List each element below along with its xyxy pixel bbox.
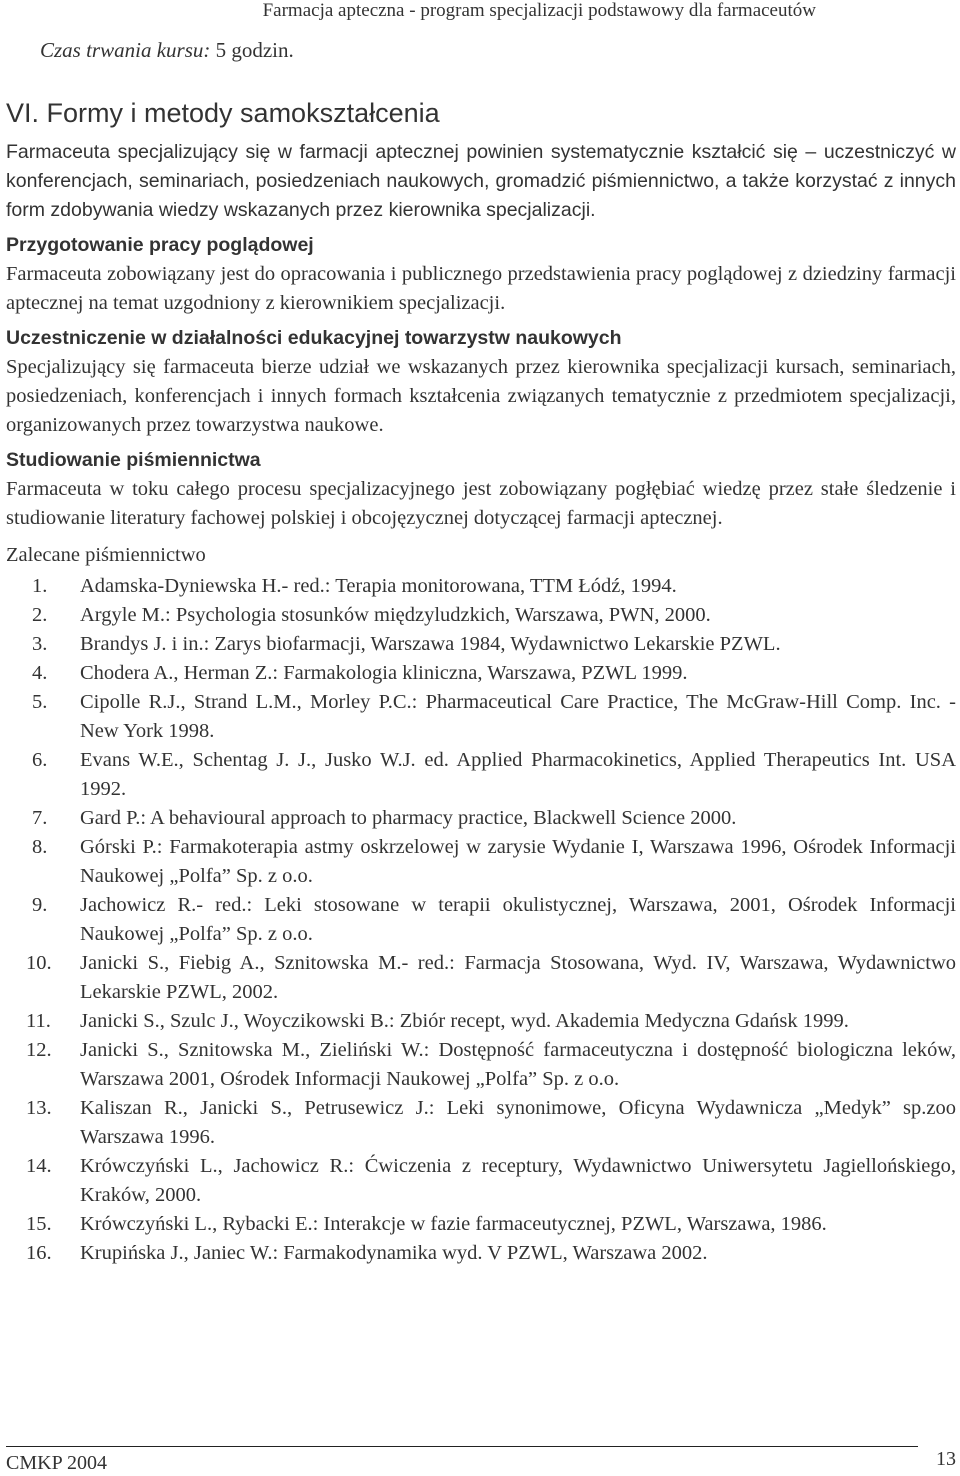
list-item: [6, 688, 956, 746]
list-item: [6, 1239, 956, 1268]
list-item: [6, 949, 956, 1007]
footer-label: CMKP 2004: [6, 1452, 107, 1474]
list-item-text: Krupińska J., Janiec W.: Farmakodynamika wyd. V PZWL, Warszawa 2002.: [80, 1242, 708, 1264]
subsection-literature-study: [6, 446, 956, 533]
subsection-text: Farmaceuta zobowiązany jest do opracowania i publicznego przedstawienia pracy poglądowej z dziedziny farmacji aptecznej na temat uzgodniony z kierownikiem specjalizacji.: [6, 263, 956, 314]
list-item-number: 11.: [26, 1010, 51, 1032]
footer-divider: [6, 1446, 918, 1447]
subsection-title: Studiowanie piśmiennictwa: [6, 449, 261, 471]
section-intro: Farmaceuta specjalizujący się w farmacji aptecznej powinien systematycznie kształcić się – uczestniczyć w konferencjach, seminariach, posiedzeniach naukowych, gromadzić piśmiennictwo, a także korzystać z innych form zdobywania wiedzy wskazanych przez kierownika specjalizacji.: [6, 141, 956, 221]
list-item-number: 9.: [32, 894, 48, 916]
list-item: [6, 659, 956, 688]
subsection-text: Specjalizujący się farmaceuta bierze udział we wskazanych przez kierownika specjalizacji kursach, seminariach, posiedzeniach, konferencjach i innych formach kształcenia związanych tematycznie z przedmiotem specjalizacji, organizowanych przez towarzystwa naukowe.: [6, 356, 956, 436]
list-item: [6, 572, 956, 601]
list-item-text: Gard P.: A behavioural approach to pharmacy practice, Blackwell Science 2000.: [80, 807, 737, 829]
duration-value: 5 godzin.: [210, 38, 294, 62]
list-item-number: 6.: [32, 749, 48, 771]
list-item-text: Argyle M.: Psychologia stosunków międzyludzkich, Warszawa, PWN, 2000.: [80, 604, 711, 626]
running-header: Farmacja apteczna - program specjalizacji podstawowy dla farmaceutów: [262, 0, 816, 21]
subsection-scientific-societies: [6, 324, 956, 440]
list-item-text: Chodera A., Herman Z.: Farmakologia kliniczna, Warszawa, PZWL 1999.: [80, 662, 688, 684]
list-item: [6, 891, 956, 949]
duration-label: Czas trwania kursu:: [40, 38, 211, 62]
page-number: 13: [936, 1448, 956, 1470]
list-item-number: 1.: [32, 575, 48, 597]
subsection-title: Uczestniczenie w działalności edukacyjnej towarzystw naukowych: [6, 327, 622, 349]
subsection-title: Przygotowanie pracy poglądowej: [6, 234, 314, 256]
course-duration: [40, 38, 294, 63]
list-item: [6, 1007, 956, 1036]
list-item-text: Janicki S., Fiebig A., Sznitowska M.- red.: Farmacja Stosowana, Wyd. IV, Warszawa, Wydawnictwo Lekarskie PZWL, 2002.: [80, 952, 956, 1003]
list-item-text: Evans W.E., Schentag J. J., Jusko W.J. ed. Applied Pharmacokinetics, Applied Therapeutics Int. USA 1992.: [80, 749, 956, 800]
list-item-text: Górski P.: Farmakoterapia astmy oskrzelowej w zarysie Wydanie I, Warszawa 1996, Ośrodek Informacji Naukowej „Polfa” Sp. z o.o.: [80, 836, 956, 887]
list-item-number: 14.: [26, 1155, 52, 1177]
list-item-number: 8.: [32, 836, 48, 858]
references-list: [6, 572, 956, 1268]
list-item: [6, 1094, 956, 1152]
references-heading: Zalecane piśmiennictwo: [6, 544, 206, 566]
list-item: [6, 746, 956, 804]
list-item: [6, 833, 956, 891]
list-item-number: 15.: [26, 1213, 52, 1235]
list-item-text: Kaliszan R., Janicki S., Petrusewicz J.: Leki synonimowe, Oficyna Wydawnicza „Medyk” sp.zoo Warszawa 1996.: [80, 1097, 956, 1148]
list-item-text: Janicki S., Szulc J., Woyczikowski B.: Zbiór recept, wyd. Akademia Medyczna Gdańsk 1999.: [80, 1010, 849, 1032]
list-item-number: 5.: [32, 691, 48, 713]
list-item-text: Jachowicz R.- red.: Leki stosowane w terapii okulistycznej, Warszawa, 2001, Ośrodek Informacji Naukowej „Polfa” Sp. z o.o.: [80, 894, 956, 945]
subsection-review-paper: [6, 231, 956, 318]
list-item-number: 12.: [26, 1039, 52, 1061]
list-item-text: Krówczyński L., Rybacki E.: Interakcje w fazie farmaceutycznej, PZWL, Warszawa, 1986.: [80, 1213, 827, 1235]
list-item-number: 7.: [32, 807, 48, 829]
list-item-number: 2.: [32, 604, 48, 626]
list-item-number: 10.: [26, 952, 52, 974]
list-item: [6, 1152, 956, 1210]
list-item-number: 4.: [32, 662, 48, 684]
main-content: [6, 96, 956, 1268]
list-item: [6, 1210, 956, 1239]
list-item-text: Janicki S., Sznitowska M., Zieliński W.: Dostępność farmaceutyczna i dostępność biologiczna leków, Warszawa 2001, Ośrodek Informacji Naukowej „Polfa” Sp. z o.o.: [80, 1039, 956, 1090]
list-item-text: Krówczyński L., Jachowicz R.: Ćwiczenia z receptury, Wydawnictwo Uniwersytetu Jagiellońskiego, Kraków, 2000.: [80, 1155, 956, 1206]
list-item-number: 16.: [26, 1242, 52, 1264]
subsection-text: Farmaceuta w toku całego procesu specjalizacyjnego jest zobowiązany pogłębiać wiedzę przez stałe śledzenie i studiowanie literatury fachowej polskiej i obcojęzycznej dotyczącej farmacji aptecznej.: [6, 478, 956, 529]
list-item: [6, 630, 956, 659]
list-item: [6, 601, 956, 630]
list-item-text: Adamska-Dyniewska H.- red.: Terapia monitorowana, TTM Łódź, 1994.: [80, 575, 677, 597]
list-item-number: 3.: [32, 633, 48, 655]
section-title: VI. Formy i metody samokształcenia: [6, 98, 440, 128]
list-item-number: 13.: [26, 1097, 52, 1119]
list-item-text: Brandys J. i in.: Zarys biofarmacji, Warszawa 1984, Wydawnictwo Lekarskie PZWL.: [80, 633, 781, 655]
list-item-text: Cipolle R.J., Strand L.M., Morley P.C.: Pharmaceutical Care Practice, The McGraw-Hill Comp. Inc. - New York 1998.: [80, 691, 956, 742]
list-item: [6, 1036, 956, 1094]
list-item: [6, 804, 956, 833]
